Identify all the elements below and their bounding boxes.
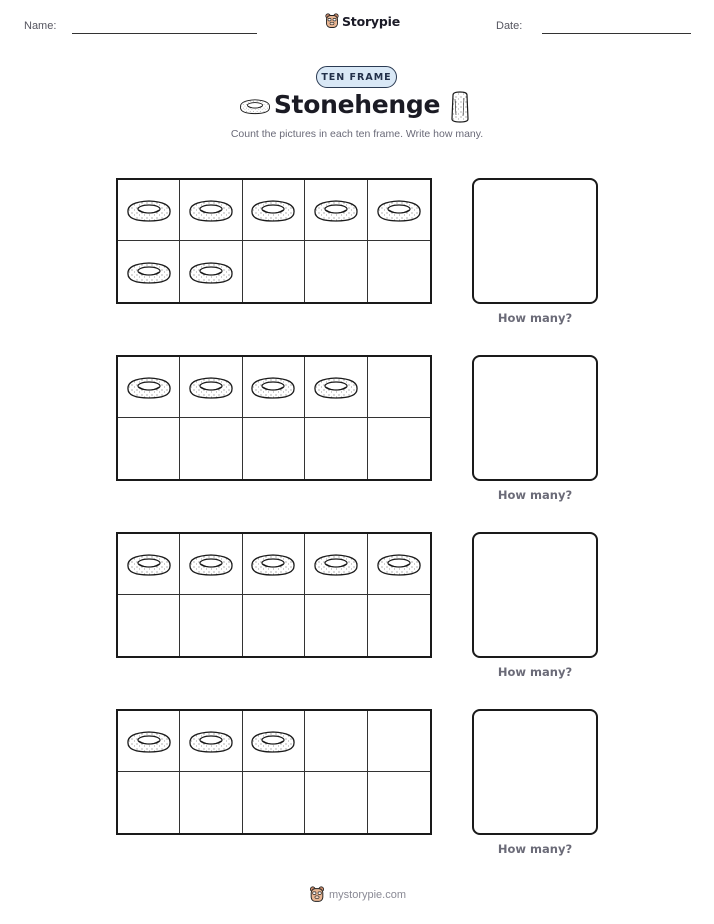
ten-frame-cell: [243, 357, 305, 418]
ten-frame-cell: [368, 711, 430, 772]
ten-frame-cell: [180, 357, 242, 418]
ten-frame-cell: [118, 241, 180, 302]
ten-frame-cell: [118, 772, 180, 833]
ten-frame-cell: [305, 534, 367, 595]
stone-ring-icon: [376, 197, 422, 223]
name-label: Name:: [24, 20, 57, 32]
ten-frame-cell: [305, 180, 367, 241]
ten-frame-cell: [305, 595, 367, 656]
ten-frame-cell: [118, 595, 180, 656]
ten-frame-cell: [368, 418, 430, 479]
stone-ring-icon: [313, 197, 359, 223]
ten-frame-cell: [368, 180, 430, 241]
stone-ring-icon: [188, 259, 234, 285]
ten-frame-cell: [305, 357, 367, 418]
stone-ring-icon: [313, 551, 359, 577]
ten-frame: [116, 355, 432, 481]
stone-ring-icon: [126, 197, 172, 223]
ten-frame-cell: [305, 772, 367, 833]
ten-frame-cell: [368, 534, 430, 595]
ten-frame-cell: [180, 418, 242, 479]
stone-ring-icon: [188, 728, 234, 754]
ten-frame-cell: [180, 711, 242, 772]
date-label: Date:: [496, 20, 523, 32]
instructions: Count the pictures in each ten frame. Write how many.: [230, 128, 484, 140]
ten-frame: [116, 709, 432, 835]
ten-frame-cell: [305, 241, 367, 302]
how-many-label: How many?: [497, 311, 573, 325]
ten-frame: [116, 178, 432, 304]
ten-frame-cell: [243, 241, 305, 302]
answer-box[interactable]: [472, 709, 598, 835]
stone-ring-icon: [126, 259, 172, 285]
answer-box[interactable]: [472, 355, 598, 481]
stone-ring-icon: [250, 374, 296, 400]
ten-frame-cell: [243, 180, 305, 241]
how-many-label: How many?: [497, 842, 573, 856]
stone-ring-icon: [250, 197, 296, 223]
ten-frame-cell: [368, 595, 430, 656]
ten-frame-cell: [243, 595, 305, 656]
stone-ring-icon: [188, 551, 234, 577]
ten-frame-cell: [180, 534, 242, 595]
ten-frame-cell: [368, 241, 430, 302]
ten-frame-cell: [118, 711, 180, 772]
ten-frame-cell: [368, 357, 430, 418]
how-many-label: How many?: [497, 488, 573, 502]
stone-ring-icon: [250, 551, 296, 577]
stone-ring-icon: [126, 551, 172, 577]
ten-frame-cell: [305, 418, 367, 479]
name-field[interactable]: [72, 33, 257, 34]
ten-frame-cell: [118, 180, 180, 241]
ten-frame-cell: [243, 418, 305, 479]
page-title: Stonehenge: [273, 90, 441, 119]
stone-ring-icon: [126, 728, 172, 754]
ten-frame: [116, 532, 432, 658]
stone-ring-icon: [188, 197, 234, 223]
mascot-icon: [309, 886, 325, 903]
worksheet-type-badge: TEN FRAME: [316, 66, 397, 88]
stone-ring-icon: [376, 551, 422, 577]
answer-box[interactable]: [472, 178, 598, 304]
date-field[interactable]: [542, 33, 691, 34]
ten-frame-cell: [180, 595, 242, 656]
ten-frame-cell: [243, 534, 305, 595]
mascot-icon: [325, 13, 339, 29]
ten-frame-cell: [180, 772, 242, 833]
standing-stone-icon: [450, 91, 470, 123]
ten-frame-cell: [118, 418, 180, 479]
ten-frame-cell: [243, 711, 305, 772]
ten-frame-cell: [180, 180, 242, 241]
stone-ring-icon: [250, 728, 296, 754]
brand-logo: [325, 13, 400, 29]
ten-frame-cell: [368, 772, 430, 833]
ten-frame-cell: [243, 772, 305, 833]
ten-frame-cell: [305, 711, 367, 772]
answer-box[interactable]: [472, 532, 598, 658]
how-many-label: How many?: [497, 665, 573, 679]
stone-ring-icon: [126, 374, 172, 400]
footer-url: mystorypie.com: [329, 888, 407, 901]
stone-ring-icon: [313, 374, 359, 400]
stone-ring-icon: [188, 374, 234, 400]
brand-name: Storypie: [342, 13, 400, 29]
ten-frame-cell: [118, 357, 180, 418]
ten-frame-cell: [118, 534, 180, 595]
ten-frame-cell: [180, 241, 242, 302]
footer: [309, 886, 406, 903]
